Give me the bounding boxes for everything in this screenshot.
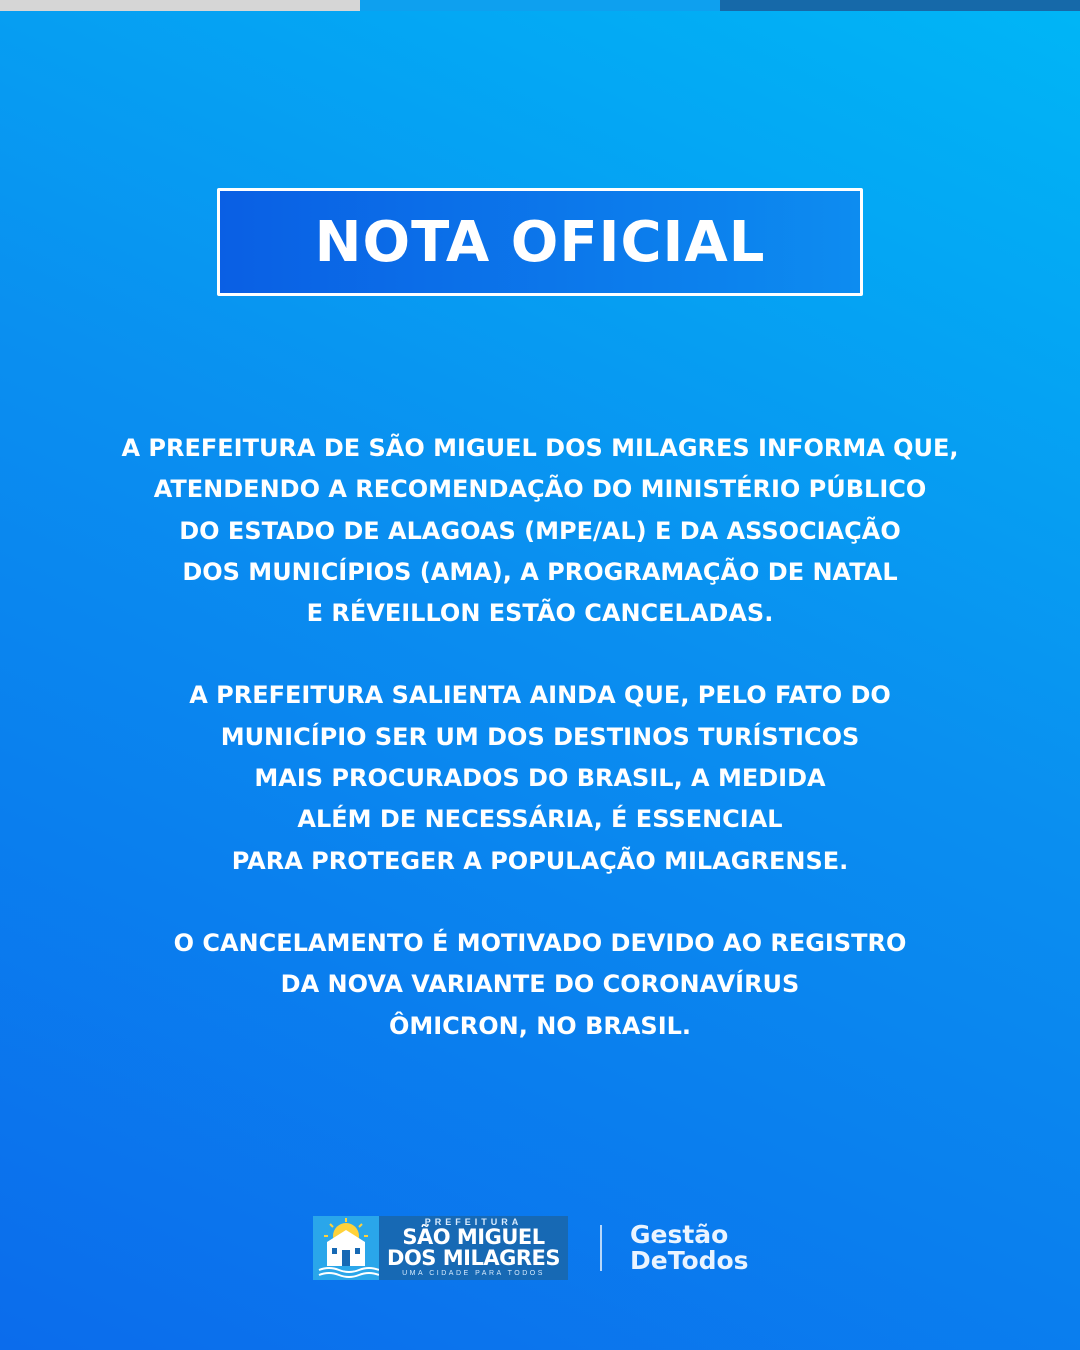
text-line: PARA PROTEGER A POPULAÇÃO MILAGRENSE. (231, 846, 849, 875)
top-bar-segment-dark-blue (720, 0, 1080, 11)
logo-prefix: PREFEITURA (424, 1217, 523, 1227)
paragraph-3 (40, 923, 1040, 1047)
text-line: DA NOVA VARIANTE DO CORONAVÍRUS (280, 970, 800, 999)
gestao-de-todos-logo (630, 1222, 749, 1274)
text-line: DOS MUNICÍPIOS (AMA), A PROGRAMAÇÃO DE NATAL (182, 557, 898, 586)
notice-body (40, 428, 1040, 1088)
title-box (217, 188, 863, 296)
footer (313, 1216, 749, 1280)
text-line: A PREFEITURA SALIENTA AINDA QUE, PELO FATO DO (189, 681, 891, 710)
text-line: ÔMICRON, NO BRASIL. (388, 1011, 692, 1040)
footer-divider (600, 1225, 602, 1271)
church-sun-icon (313, 1216, 379, 1280)
top-bar-segment-gray (0, 0, 360, 11)
text-line: MAIS PROCURADOS DO BRASIL, A MEDIDA (254, 764, 826, 793)
paragraph-2 (40, 675, 1040, 881)
text-line: DO ESTADO DE ALAGOAS (MPE/AL) E DA ASSOCIAÇÃO (179, 516, 901, 545)
text-line: E RÉVEILLON ESTÃO CANCELADAS. (306, 599, 774, 628)
text-line: ALÉM DE NECESSÁRIA, É ESSENCIAL (297, 805, 783, 834)
prefeitura-logo (313, 1216, 568, 1280)
slogan-line-1: Gestão (630, 1220, 729, 1249)
text-line: ATENDENDO A RECOMENDAÇÃO DO MINISTÉRIO PÚBLICO (153, 475, 927, 504)
paragraph-1 (40, 428, 1040, 634)
text-line: O CANCELAMENTO É MOTIVADO DEVIDO AO REGISTRO (173, 928, 907, 957)
logo-line-1: SÃO MIGUEL (402, 1225, 545, 1249)
logo-tagline: UMA CIDADE PARA TODOS (402, 1270, 545, 1277)
text-line: A PREFEITURA DE SÃO MIGUEL DOS MILAGRES INFORMA QUE, (121, 434, 959, 462)
slogan-line-2: DeTodos (630, 1246, 749, 1275)
top-color-bar (0, 0, 1080, 11)
page-title: NOTA OFICIAL (314, 209, 766, 275)
logo-line-2: DOS MILAGRES (387, 1246, 560, 1270)
top-bar-segment-light-blue (360, 0, 720, 11)
text-line: MUNICÍPIO SER UM DOS DESTINOS TURÍSTICOS (220, 722, 860, 751)
